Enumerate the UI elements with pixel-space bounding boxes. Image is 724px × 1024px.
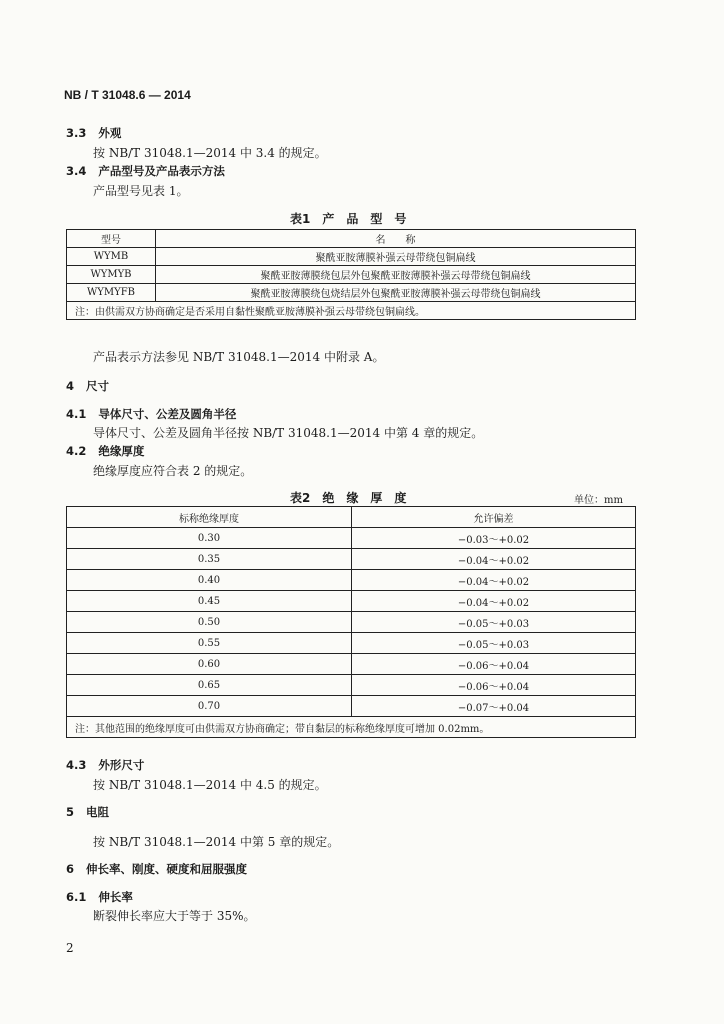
section-number: 4.1 bbox=[66, 407, 87, 421]
product-model-table bbox=[66, 229, 636, 320]
table-cell: 聚酰亚胺薄膜补强云母带绕包铜扁线 bbox=[156, 248, 636, 266]
header-cell: 名 称 bbox=[156, 230, 636, 248]
table-cell: 0.30 bbox=[67, 528, 352, 549]
table-cell: 0.65 bbox=[67, 675, 352, 696]
section-3-3-text: 按 NB/T 31048.1—2014 中 3.4 的规定。 bbox=[93, 146, 327, 160]
table-cell: −0.04～+0.02 bbox=[352, 591, 636, 612]
section-title: 电阻 bbox=[86, 805, 110, 819]
section-4-1-text: 导体尺寸、公差及圆角半径按 NB/T 31048.1—2014 中第 4 章的规定。 bbox=[93, 426, 484, 440]
table-row bbox=[67, 284, 636, 302]
page-number: 2 bbox=[66, 941, 74, 955]
table-note-row bbox=[67, 302, 636, 320]
table2-caption: 表2 绝 缘 厚 度 bbox=[290, 491, 407, 505]
table-note: 注：由供需双方协商确定是否采用自黏性聚酰亚胺薄膜补强云母带绕包铜扁线。 bbox=[67, 302, 636, 320]
table-row bbox=[67, 266, 636, 284]
section-5-text: 按 NB/T 31048.1—2014 中第 5 章的规定。 bbox=[93, 835, 340, 849]
table-note: 注：其他范围的绝缘厚度可由供需双方协商确定；带自黏层的标称绝缘厚度可增加 0.02mm。 bbox=[67, 717, 636, 738]
table-cell: −0.04～+0.02 bbox=[352, 549, 636, 570]
header-cell: 标称绝缘厚度 bbox=[67, 507, 352, 528]
table-cell: −0.06～+0.04 bbox=[352, 675, 636, 696]
section-3-3-heading bbox=[66, 125, 121, 141]
table-cell: 0.60 bbox=[67, 654, 352, 675]
table-cell: −0.03～+0.02 bbox=[352, 528, 636, 549]
table2-unit: 单位：mm bbox=[574, 495, 623, 506]
section-title: 尺寸 bbox=[86, 379, 110, 393]
section-title: 伸长率、刚度、硬度和屈服强度 bbox=[86, 862, 248, 876]
standard-number: NB / T 31048.6 — 2014 bbox=[64, 88, 191, 102]
table-header-row bbox=[67, 230, 636, 248]
table-cell: −0.05～+0.03 bbox=[352, 612, 636, 633]
table-cell: 0.55 bbox=[67, 633, 352, 654]
section-number: 4.2 bbox=[66, 444, 87, 458]
section-number: 4.3 bbox=[66, 758, 87, 772]
table-note-row bbox=[67, 717, 636, 738]
table-cell: −0.06～+0.04 bbox=[352, 654, 636, 675]
section-3-4-heading bbox=[66, 163, 225, 179]
table-row bbox=[67, 549, 636, 570]
table-row bbox=[67, 696, 636, 717]
table-row bbox=[67, 248, 636, 266]
section-4-2-heading bbox=[66, 443, 144, 459]
section-4-heading bbox=[66, 378, 109, 394]
section-4-2-text: 绝缘厚度应符合表 2 的规定。 bbox=[93, 464, 253, 478]
section-title: 绝缘厚度 bbox=[98, 444, 145, 458]
table-cell: 0.50 bbox=[67, 612, 352, 633]
table-row bbox=[67, 612, 636, 633]
section-5-heading bbox=[66, 804, 109, 820]
table-header-row bbox=[67, 507, 636, 528]
section-number: 3.3 bbox=[66, 126, 87, 140]
header-cell: 型号 bbox=[67, 230, 156, 248]
table-row bbox=[67, 675, 636, 696]
table-cell: −0.07～+0.04 bbox=[352, 696, 636, 717]
table-cell: 0.70 bbox=[67, 696, 352, 717]
section-4-3-heading bbox=[66, 757, 144, 773]
section-title: 外形尺寸 bbox=[98, 758, 145, 772]
insulation-thickness-table bbox=[66, 506, 636, 738]
table-cell: WYMYFB bbox=[67, 284, 156, 302]
table-cell: 0.40 bbox=[67, 570, 352, 591]
section-title: 外观 bbox=[98, 126, 122, 140]
table-cell: 聚酰亚胺薄膜绕包烧结层外包聚酰亚胺薄膜补强云母带绕包铜扁线 bbox=[156, 284, 636, 302]
section-6-1-heading bbox=[66, 889, 133, 905]
product-designation-text: 产品表示方法参见 NB/T 31048.1—2014 中附录 A。 bbox=[93, 350, 385, 364]
section-6-heading bbox=[66, 861, 247, 877]
table-cell: −0.04～+0.02 bbox=[352, 570, 636, 591]
table-cell: WYMYB bbox=[67, 266, 156, 284]
table1-caption: 表1 产 品 型 号 bbox=[290, 212, 407, 226]
header-cell: 允许偏差 bbox=[352, 507, 636, 528]
table-row bbox=[67, 570, 636, 591]
table-row bbox=[67, 654, 636, 675]
section-number: 5 bbox=[66, 805, 75, 819]
section-title: 导体尺寸、公差及圆角半径 bbox=[98, 407, 237, 421]
table-row bbox=[67, 528, 636, 549]
section-4-1-heading bbox=[66, 406, 236, 422]
table-cell: WYMB bbox=[67, 248, 156, 266]
section-6-1-text: 断裂伸长率应大于等于 35%。 bbox=[93, 909, 256, 923]
section-title: 伸长率 bbox=[98, 890, 133, 904]
table-row bbox=[67, 633, 636, 654]
section-number: 6 bbox=[66, 862, 75, 876]
table-cell: 0.45 bbox=[67, 591, 352, 612]
section-number: 6.1 bbox=[66, 890, 87, 904]
section-number: 3.4 bbox=[66, 164, 87, 178]
table-cell: 0.35 bbox=[67, 549, 352, 570]
section-3-4-text: 产品型号见表 1。 bbox=[93, 184, 189, 198]
section-4-3-text: 按 NB/T 31048.1—2014 中 4.5 的规定。 bbox=[93, 778, 327, 792]
table-row bbox=[67, 591, 636, 612]
table-cell: 聚酰亚胺薄膜绕包层外包聚酰亚胺薄膜补强云母带绕包铜扁线 bbox=[156, 266, 636, 284]
section-number: 4 bbox=[66, 379, 75, 393]
table-cell: −0.05～+0.03 bbox=[352, 633, 636, 654]
section-title: 产品型号及产品表示方法 bbox=[98, 164, 225, 178]
